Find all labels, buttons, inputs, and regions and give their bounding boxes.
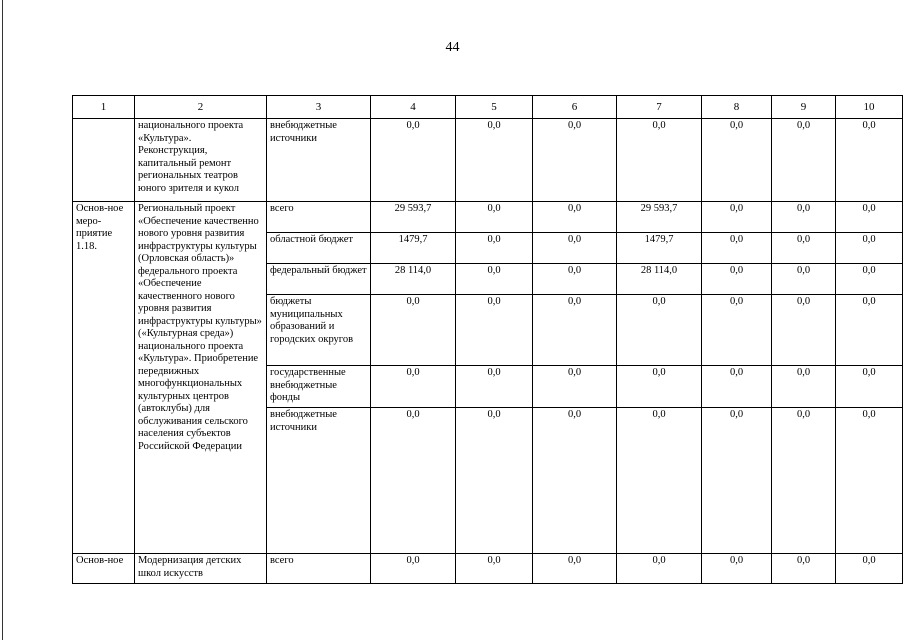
value-cell: 0,0 [456,119,533,202]
value-cell: 0,0 [617,554,702,584]
value-cell: 0,0 [456,295,533,366]
activity-number-cell [73,119,135,202]
value-cell: 0,0 [617,295,702,366]
activity-description-cell: Региональный проект «Обеспечение качественно нового уровня развития инфраструктуры культуры (Орловская область)» федерального проекта «Обеспечение качественного нового уровня развития инфраструктуры культуры» («Культурная среда») национального проекта «Культура». Приобретение передвижных многофункциональных культурных центров (автоклубы) для обслуживания сельского населения субъектов Российской Федерации [135,202,267,554]
value-cell: 0,0 [702,295,772,366]
budget-table [72,95,903,584]
value-cell: 0,0 [533,554,617,584]
value-cell: 0,0 [371,119,456,202]
value-cell: 0,0 [533,119,617,202]
value-cell: 28 114,0 [371,264,456,295]
value-cell: 0,0 [617,366,702,408]
table-row [73,119,903,202]
activity-number-cell: Основ-ное меро-приятие 1.18. [73,202,135,554]
value-cell: 0,0 [371,366,456,408]
funding-source-cell: федеральный бюджет [267,264,371,295]
value-cell: 0,0 [772,366,836,408]
value-cell: 1479,7 [371,233,456,264]
value-cell: 0,0 [836,233,903,264]
page-left-edge-line [2,0,3,640]
value-cell: 0,0 [836,408,903,554]
value-cell: 0,0 [702,408,772,554]
value-cell: 1479,7 [617,233,702,264]
value-cell: 0,0 [533,264,617,295]
column-header: 1 [73,96,135,119]
value-cell: 0,0 [533,295,617,366]
value-cell: 0,0 [702,554,772,584]
value-cell: 0,0 [371,408,456,554]
activity-description-cell: Модернизация детских школ искусств [135,554,267,584]
value-cell: 0,0 [772,295,836,366]
value-cell: 0,0 [772,408,836,554]
value-cell: 0,0 [772,233,836,264]
page-number: 44 [445,40,460,55]
value-cell: 0,0 [836,554,903,584]
value-cell: 0,0 [456,264,533,295]
column-header: 3 [267,96,371,119]
value-cell: 0,0 [702,366,772,408]
value-cell: 28 114,0 [617,264,702,295]
value-cell: 0,0 [456,408,533,554]
activity-description-cell: национального проекта «Культура». Реконструкция, капитальный ремонт региональных театров юного зрителя и кукол [135,119,267,202]
value-cell: 0,0 [371,554,456,584]
funding-source-cell: внебюджетные источники [267,408,371,554]
value-cell: 0,0 [702,264,772,295]
table-row [73,202,903,233]
value-cell: 29 593,7 [371,202,456,233]
column-header: 6 [533,96,617,119]
value-cell: 0,0 [836,264,903,295]
table-row [73,554,903,584]
value-cell: 0,0 [836,202,903,233]
column-header: 9 [772,96,836,119]
value-cell: 0,0 [456,202,533,233]
value-cell: 0,0 [533,366,617,408]
value-cell: 0,0 [617,408,702,554]
value-cell: 0,0 [836,366,903,408]
value-cell: 0,0 [772,554,836,584]
column-header: 10 [836,96,903,119]
value-cell: 0,0 [456,233,533,264]
table-header-row [73,96,903,119]
column-header: 2 [135,96,267,119]
value-cell: 0,0 [617,119,702,202]
value-cell: 0,0 [702,233,772,264]
funding-source-cell: бюджеты муниципальных образований и городских округов [267,295,371,366]
funding-source-cell: областной бюджет [267,233,371,264]
value-cell: 0,0 [533,233,617,264]
value-cell: 29 593,7 [617,202,702,233]
activity-number-cell: Основ-ное [73,554,135,584]
value-cell: 0,0 [533,408,617,554]
column-header: 8 [702,96,772,119]
value-cell: 0,0 [533,202,617,233]
value-cell: 0,0 [456,366,533,408]
value-cell: 0,0 [836,119,903,202]
column-header: 4 [371,96,456,119]
funding-source-cell: государственные внебюджетные фонды [267,366,371,408]
value-cell: 0,0 [371,295,456,366]
value-cell: 0,0 [772,202,836,233]
funding-source-cell: внебюджетные источники [267,119,371,202]
value-cell: 0,0 [772,119,836,202]
value-cell: 0,0 [702,119,772,202]
column-header: 5 [456,96,533,119]
funding-source-cell: всего [267,554,371,584]
value-cell: 0,0 [772,264,836,295]
value-cell: 0,0 [702,202,772,233]
column-header: 7 [617,96,702,119]
value-cell: 0,0 [456,554,533,584]
value-cell: 0,0 [836,295,903,366]
funding-source-cell: всего [267,202,371,233]
